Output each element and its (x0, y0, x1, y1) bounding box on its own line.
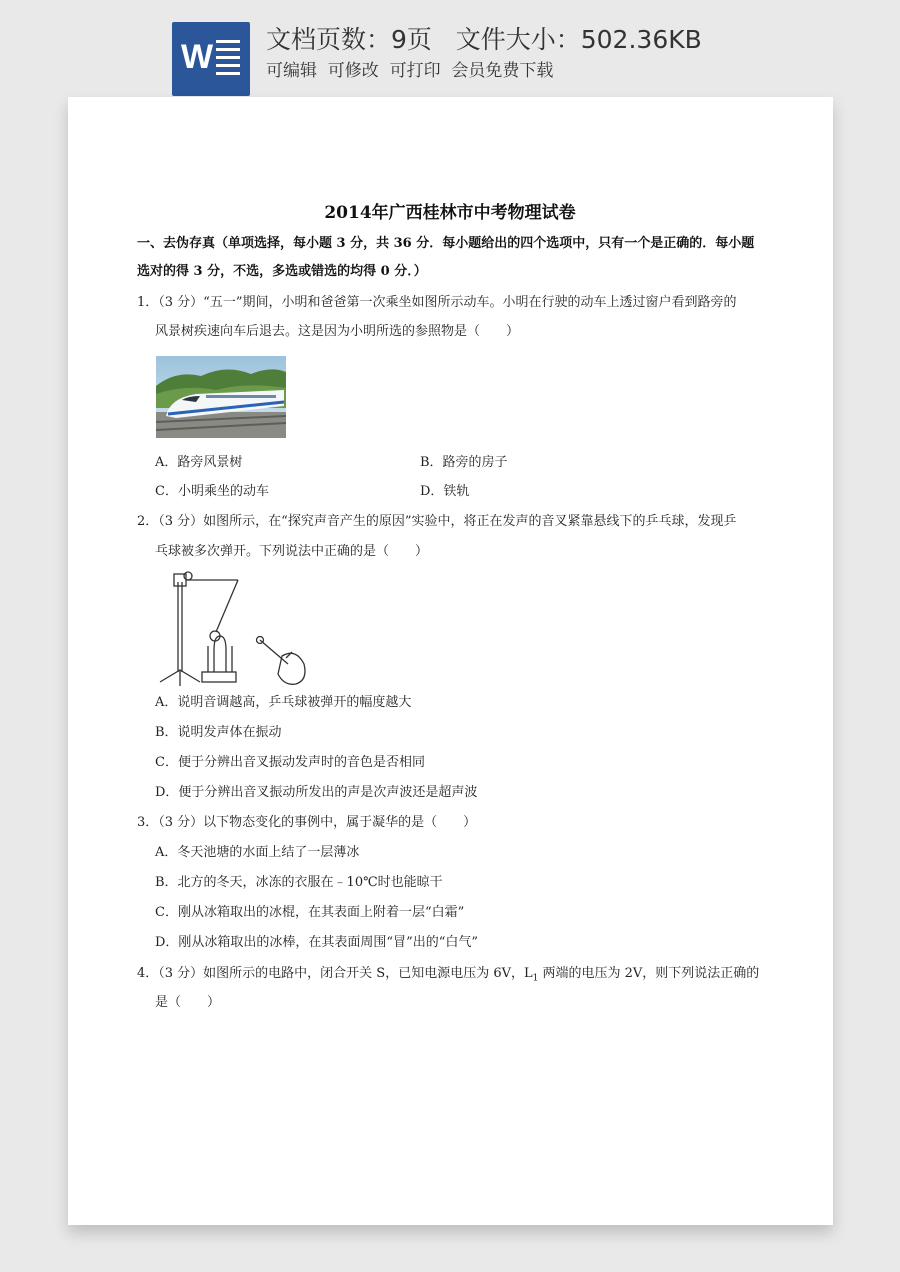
document-banner (0, 0, 900, 96)
q4-stem-text-start: 4．（3 分）如图所示的电路中，闭合开关 S，已知电源电压为 6V，L (137, 966, 533, 981)
q3-option-a: A．冬天池塘的水面上结了一层薄冰 (155, 845, 360, 860)
q2-option-b: B．说明发声体在振动 (155, 725, 282, 740)
banner-subtitle: 可编辑 可修改 可打印 会员免费下载 (266, 61, 554, 81)
q4-stem-line-1 (137, 966, 759, 987)
q1-option-c: C．小明乘坐的动车 (155, 484, 269, 499)
q3-option-d: D．刚从冰箱取出的冰棒，在其表面周围“冒”出的“白气” (155, 935, 479, 950)
section-heading-line-1: 一、去伪存真（单项选择，每小题 3 分，共 36 分．每小题给出的四个选项中，只有一个是正确的．每小题 (137, 236, 755, 251)
high-speed-train-photo (156, 356, 286, 438)
q2-option-c: C．便于分辨出音叉振动发声时的音色是否相同 (155, 755, 425, 770)
tuning-fork-pendulum-diagram (156, 568, 312, 688)
q1-stem-line-1: 1．（3 分）“五一”期间，小明和爸爸第一次乘坐如图所示动车。小明在行驶的动车上透过窗户看到路旁的 (137, 295, 737, 310)
q1-option-b: B．路旁的房子 (420, 455, 508, 470)
q3-stem-line-1: 3．（3 分）以下物态变化的事例中，属于凝华的是（ ） (137, 815, 477, 830)
q1-option-a: A．路旁风景树 (155, 455, 243, 470)
q2-stem-line-2: 乓球被多次弹开。下列说法中正确的是（ ） (155, 544, 429, 559)
word-icon: W (172, 22, 250, 96)
q1-option-d: D．铁轨 (420, 484, 470, 499)
q2-stem-line-1: 2．（3 分）如图所示，在“探究声音产生的原因”实验中，将正在发声的音叉紧靠悬线下的乒乓球，发现乒 (137, 514, 737, 529)
document-title: 2014年广西桂林市中考物理试卷 (324, 203, 576, 223)
q4-subscript: 1 (532, 973, 539, 984)
q2-option-d: D．便于分辨出音叉振动所发出的声是次声波还是超声波 (155, 785, 478, 800)
banner-title: 文档页数：9页 文件大小：502.36KB (266, 25, 702, 54)
q2-option-a: A．说明音调越高，乒乓球被弹开的幅度越大 (155, 695, 412, 710)
q4-stem-line-2: 是（ ） (155, 995, 221, 1010)
q4-stem-text-end: 两端的电压为 2V，则下列说法正确的 (538, 966, 760, 981)
section-heading-line-2: 选对的得 3 分，不选，多选或错选的均得 0 分．） (137, 264, 427, 279)
q3-option-b: B．北方的冬天，冰冻的衣服在﹣10℃时也能晾干 (155, 875, 443, 890)
q1-stem-line-2: 风景树疾速向车后退去。这是因为小明所选的参照物是（ ） (155, 324, 520, 339)
q3-option-c: C．刚从冰箱取出的冰棍，在其表面上附着一层“白霜” (155, 905, 465, 920)
